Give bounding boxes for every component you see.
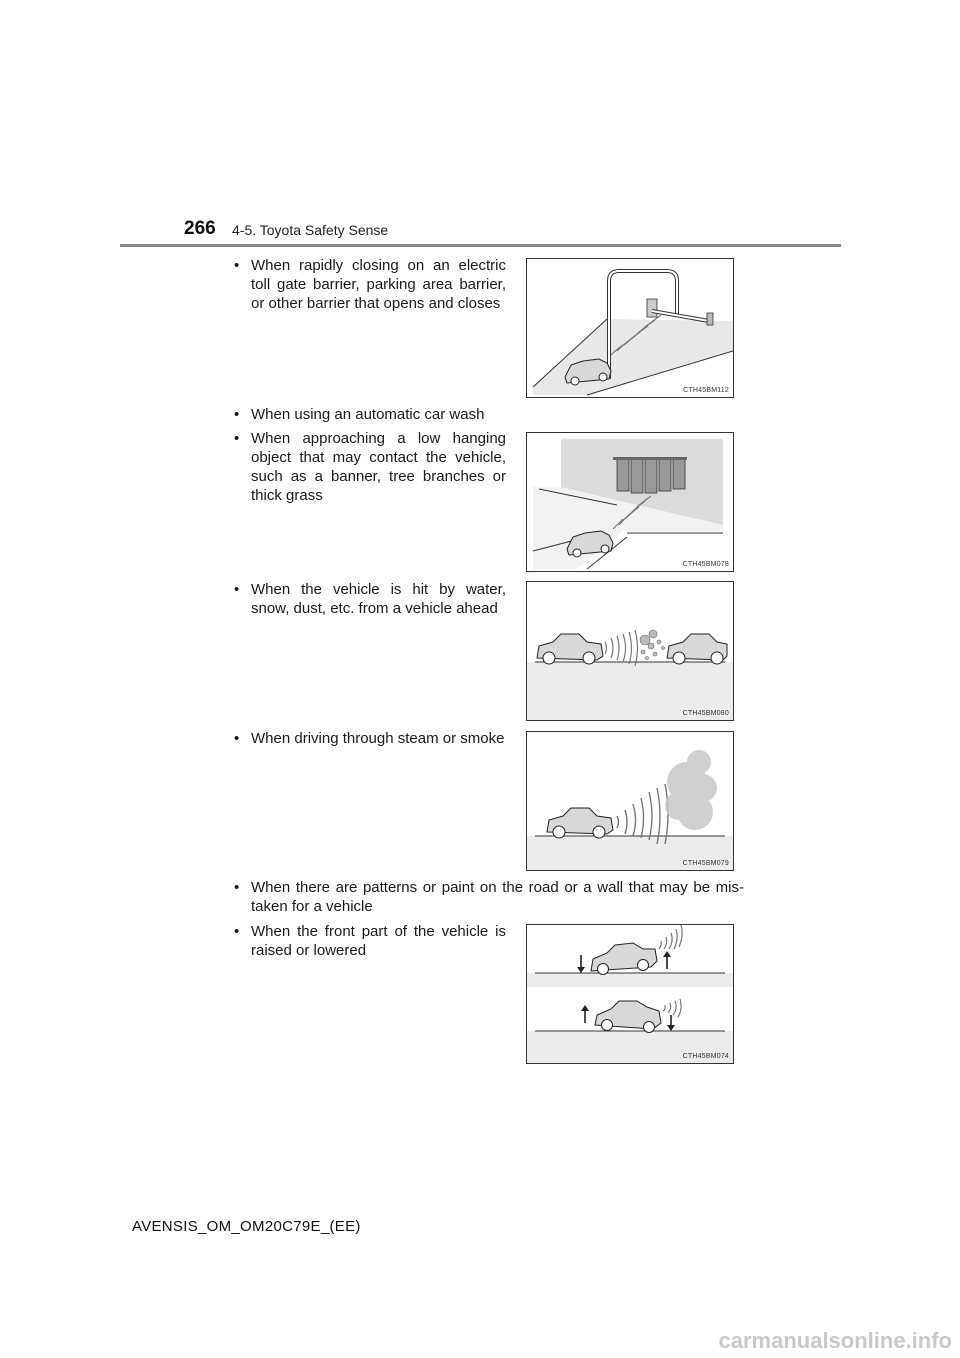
list-item bbox=[236, 429, 506, 505]
list-item bbox=[236, 729, 506, 748]
bullet: • bbox=[234, 879, 240, 896]
figure-code: CTH45BM112 bbox=[683, 387, 729, 394]
car-icon bbox=[537, 634, 603, 664]
header-rule bbox=[120, 244, 841, 247]
item-text: When the vehicle is hit by water, snow, dust, etc. from a vehicle ahead bbox=[251, 581, 506, 617]
figure-code: CTH45BM079 bbox=[682, 860, 729, 867]
figure-front-raised-lowered bbox=[526, 924, 734, 1064]
bullet: • bbox=[234, 406, 240, 423]
figure-low-hanging-object bbox=[526, 432, 734, 572]
item-text: When using an automatic car wash bbox=[251, 406, 485, 423]
figure-code: CTH45BM074 bbox=[682, 1053, 729, 1060]
item-text: When driving through steam or smoke bbox=[251, 730, 505, 747]
item-text: When the front part of the vehicle is raised or lowered bbox=[251, 923, 506, 959]
raised-lowered-illustration bbox=[527, 925, 733, 1063]
list-item bbox=[236, 922, 506, 960]
arrow-down-icon bbox=[667, 1015, 675, 1031]
spray-illustration bbox=[527, 582, 733, 720]
item-text: When approaching a low hanging object that may contact the vehicle, such as a banner, tree branches or thick grass bbox=[251, 430, 506, 504]
car-icon bbox=[591, 943, 657, 975]
list-item bbox=[236, 580, 506, 618]
doc-code: AVENSIS_OM_OM20C79E_(EE) bbox=[132, 1218, 361, 1235]
figure-code: CTH45BM080 bbox=[682, 710, 729, 717]
item-text: When rapidly closing on an electric toll gate barrier, parking area barrier, or other barrier that opens and closes bbox=[251, 257, 506, 312]
watermark: carmanualsonline.info bbox=[718, 1328, 952, 1353]
list-item bbox=[236, 405, 744, 424]
section-title: 4-5. Toyota Safety Sense bbox=[232, 222, 389, 238]
arrow-up-icon bbox=[581, 1005, 589, 1023]
low-hanging-illustration bbox=[527, 433, 733, 571]
bullet: • bbox=[234, 730, 240, 747]
bullet: • bbox=[234, 923, 240, 940]
figure-steam-smoke bbox=[526, 731, 734, 871]
figure-toll-gate bbox=[526, 258, 734, 398]
bullet: • bbox=[234, 257, 240, 274]
car-icon bbox=[547, 808, 613, 838]
bullet: • bbox=[234, 581, 240, 598]
figure-code: CTH45BM078 bbox=[682, 561, 729, 568]
steam-illustration bbox=[527, 732, 733, 870]
page-number: 266 bbox=[184, 218, 216, 239]
toll-gate-illustration bbox=[527, 259, 733, 397]
list-item bbox=[236, 256, 506, 313]
figure-spray-from-vehicle bbox=[526, 581, 734, 721]
item-text: When there are patterns or paint on the road or a wall that may be mis-taken for a vehicle bbox=[251, 879, 744, 915]
car-icon bbox=[667, 634, 727, 664]
arrow-up-icon bbox=[663, 951, 671, 969]
car-icon bbox=[595, 1001, 661, 1033]
list-item bbox=[236, 878, 744, 916]
arrow-down-icon bbox=[577, 955, 585, 973]
bullet: • bbox=[234, 430, 240, 447]
